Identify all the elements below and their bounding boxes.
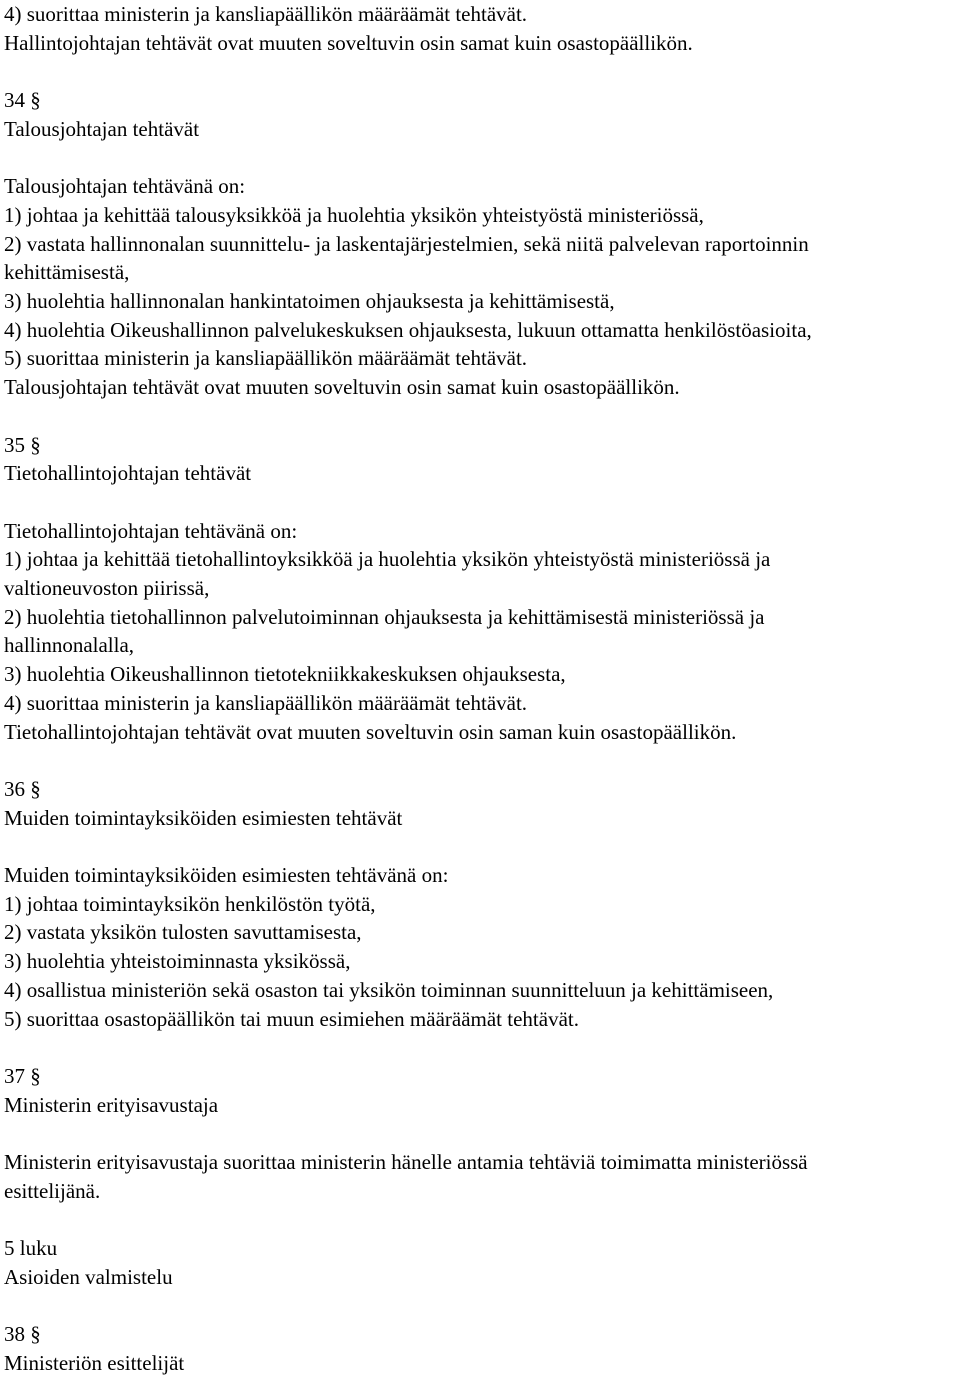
section-line: 1) johtaa toimintayksikön henkilöstön työtä, [4,891,376,916]
section-number: 36 § [4,776,41,801]
section-line: Tietohallintojohtajan tehtävänä on: [4,518,298,543]
section-line: 3) huolehtia hallinnonalan hankintatoimen ohjauksesta ja kehittämisestä, [4,289,615,313]
section-number: 34 § [4,88,41,113]
section-line: Talousjohtajan tehtävät ovat muuten soveltuvin osin samat kuin osastopäällikön. [4,375,680,400]
chapter-number: 5 luku [4,1236,58,1261]
section-title: Ministerin erityisavustaja [4,1092,219,1117]
section-number: 38 § [4,1322,41,1347]
chapter-title: Asioiden valmistelu [4,1264,173,1289]
intro-line: 4) suorittaa ministerin ja kansliapäällikön määräämät tehtävät. [4,2,528,26]
section-line: valtioneuvoston piirissä, [4,576,210,600]
section-number: 37 § [4,1063,41,1088]
section-line: 1) johtaa ja kehittää talousyksikköä ja huolehtia yksikön yhteistyöstä ministeriössä, [4,202,704,227]
section-line: 2) huolehtia tietohallinnon palvelutoiminnan ohjauksesta ja kehittämisestä ministeriössä ja [4,604,765,629]
section-line: kehittämisestä, [4,260,130,285]
section-title: Tietohallintojohtajan tehtävät [4,461,252,486]
section-line: 4) osallistua ministeriön sekä osaston tai yksikön toiminnan suunnitteluun ja kehittämiseen, [4,977,774,1002]
section-line: 5) suorittaa osastopäällikön tai muun esimiehen määräämät tehtävät. [4,1006,579,1031]
section-line: 2) vastata yksikön tulosten savuttamisesta, [4,920,362,945]
section-line: 4) suorittaa ministerin ja kansliapäällikön määräämät tehtävät. [4,690,528,715]
section-line: 1) johtaa ja kehittää tietohallintoyksikköä ja huolehtia yksikön yhteistyöstä ministeriössä ja [4,547,771,572]
section-line: Talousjohtajan tehtävänä on: [4,174,246,199]
section-line: hallinnonalalla, [4,633,135,658]
intro-line: Hallintojohtajan tehtävät ovat muuten soveltuvin osin samat kuin osastopäällikön. [4,30,693,55]
section-number: 35 § [4,432,41,457]
section-line: 4) huolehtia Oikeushallinnon palvelukeskuksen ohjauksesta, lukuun ottamatta henkilöstöasioita, [4,317,812,342]
section-title: Ministeriön esittelijät [4,1350,185,1375]
document-page [4,0,956,1378]
section-line: esittelijänä. [4,1178,101,1203]
section-line: Ministerin erityisavustaja suorittaa ministerin hänelle antamia tehtäviä toimimatta ministeriössä [4,1150,808,1174]
section-line: Muiden toimintayksiköiden esimiesten tehtävänä on: [4,863,449,887]
section-line: Tietohallintojohtajan tehtävät ovat muuten soveltuvin osin saman kuin osastopäällikön. [4,719,737,744]
section-title: Talousjohtajan tehtävät [4,116,200,141]
section-line: 5) suorittaa ministerin ja kansliapäällikön määräämät tehtävät. [4,346,528,371]
section-title: Muiden toimintayksiköiden esimiesten tehtävät [4,805,403,830]
section-line: 2) vastata hallinnonalan suunnittelu- ja laskentajärjestelmien, sekä niitä palvelevan raportoinnin [4,231,809,256]
section-line: 3) huolehtia Oikeushallinnon tietotekniikkakeskuksen ohjauksesta, [4,662,566,687]
section-line: 3) huolehtia yhteistoiminnasta yksikössä, [4,949,351,974]
